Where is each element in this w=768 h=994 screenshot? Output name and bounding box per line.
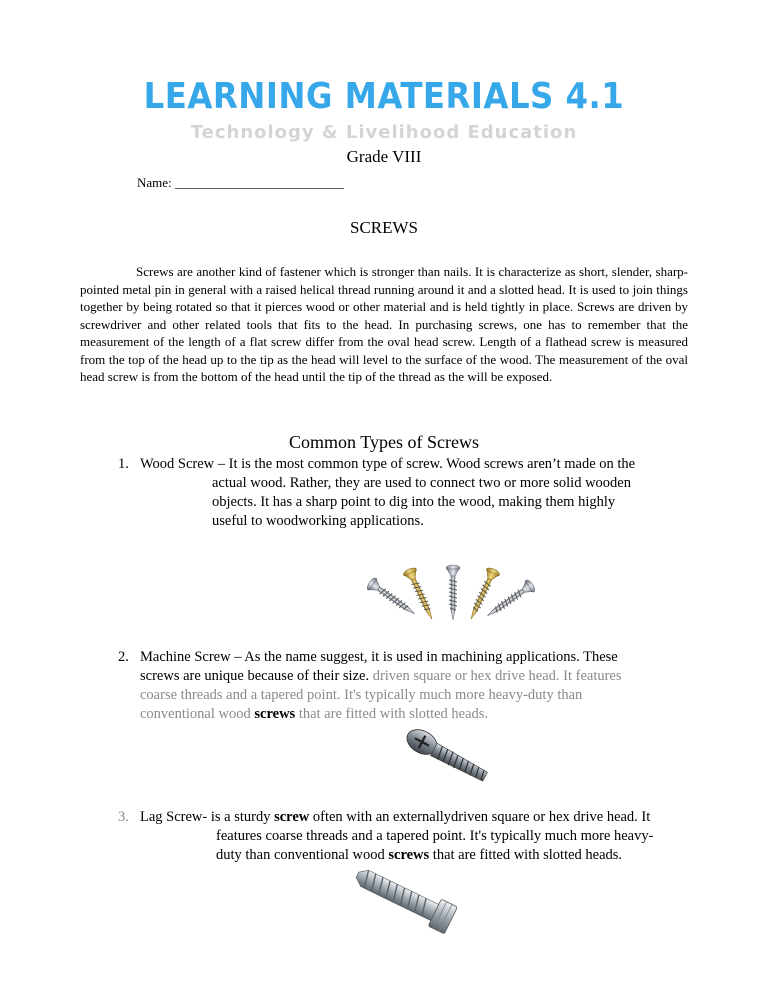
item-text-line: Lag Screw- is a sturdy screw often with an externallydriven square or hex drive head. It <box>140 809 651 825</box>
wood-screws-image <box>360 562 540 640</box>
list-item-lag-screw <box>118 808 678 870</box>
item-text-line: conventional wood screws that are fitted with slotted heads. <box>140 706 489 722</box>
document-title: LEARNING MATERIALS 4.1 <box>143 76 625 117</box>
list-number: 3. <box>118 809 129 825</box>
intro-paragraph: Screws are another kind of fastener which is stronger than nails. It is characterize as short, slender, sharp-pointed metal pin in general with a raised helical thread running around it and a slotted head. It is used to join things together by being rotated so that it pierces wood or other material and is held tightly in place. Screws are driven by screwdriver and other related tools that fits to the head. In purchasing screws, one has to remember that the measurement of the length of a flat screw differ from the oval head screw. Length of a flathead screw is measured from the top of the head up to the tip as the head will level to the surface of the wood. The measurement of the oval head screw is from the bottom of the head until the tip of the thread as the will be exposed. <box>80 264 688 384</box>
section-heading: SCREWS <box>349 218 419 237</box>
list-item-wood-screw <box>118 455 678 535</box>
list-number: 1. <box>118 456 129 472</box>
item-text-line: features coarse threads and a tapered point. It's typically much more heavy- <box>216 828 654 844</box>
name-field-label: Name: __________________________ <box>137 175 344 190</box>
item-text-line: objects. It has a sharp point to dig into the wood, making them highly <box>212 494 616 510</box>
item-text-line: Machine Screw – As the name suggest, it is used in machining applications. These <box>140 649 618 665</box>
item-text-line: Wood Screw – It is the most common type of screw. Wood screws aren’t made on the <box>140 456 636 472</box>
item-text-line: screws are unique because of their size. driven square or hex drive head. It features <box>140 668 622 684</box>
list-item-machine-screw <box>118 648 678 728</box>
list-number: 2. <box>118 649 129 665</box>
lag-screw-image <box>346 866 466 940</box>
document-subtitle: Technology & Livelihood Education <box>190 122 578 143</box>
types-heading: Common Types of Screws <box>289 432 479 452</box>
grade-label: Grade VIII <box>346 147 422 166</box>
item-text-line: actual wood. Rather, they are used to connect two or more solid wooden <box>212 475 631 491</box>
item-text-line: useful to woodworking applications. <box>212 513 424 529</box>
item-text-line: coarse threads and a tapered point. It's typically much more heavy-duty than <box>140 687 583 703</box>
item-text-line: duty than conventional wood screws that are fitted with slotted heads. <box>216 847 623 863</box>
machine-screw-image <box>402 728 502 784</box>
